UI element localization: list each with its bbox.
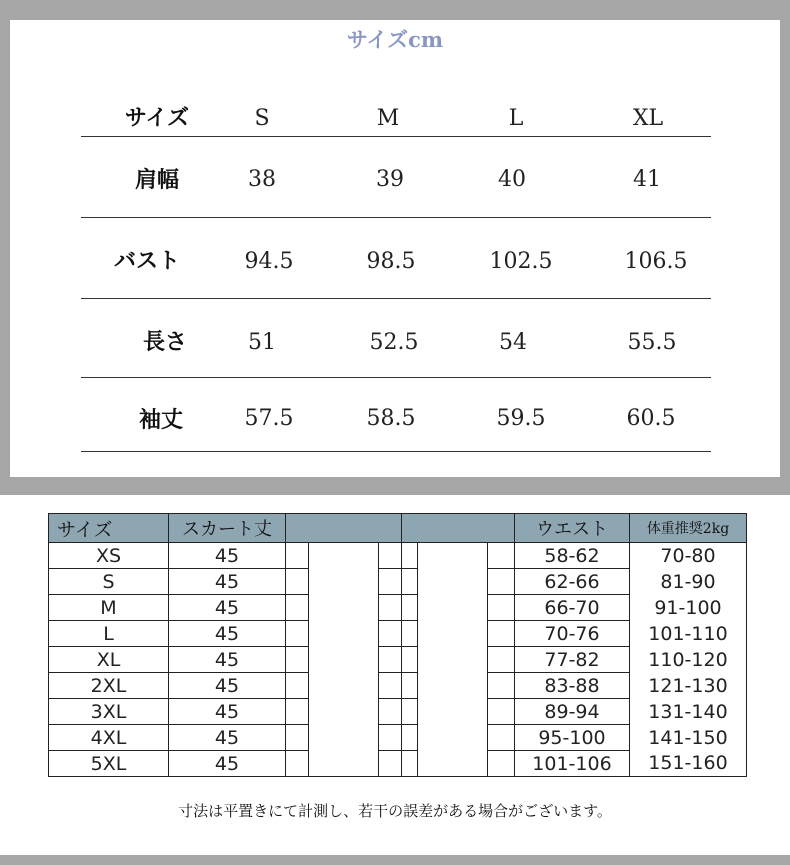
size-cell: 2XL xyxy=(49,673,169,699)
weight-cell: 91-100 xyxy=(630,595,747,621)
skirt-length-cell: 45 xyxy=(169,595,286,621)
blank-cell xyxy=(402,647,418,673)
cell-shoulder-s: 38 xyxy=(248,167,276,192)
blank-cell xyxy=(309,569,379,595)
table-row xyxy=(49,751,747,777)
blank-cell xyxy=(309,699,379,725)
blank-cell xyxy=(379,647,402,673)
size-cell: XL xyxy=(49,647,169,673)
cell-bust-m: 98.5 xyxy=(366,249,416,274)
blank-cell xyxy=(286,595,309,621)
size-header-l: L xyxy=(508,106,524,131)
blank-cell xyxy=(418,569,488,595)
bottom-size-chart xyxy=(0,495,790,855)
row-divider xyxy=(81,298,711,299)
header-skirt-length: スカート丈 xyxy=(169,514,286,543)
waist-cell: 66-70 xyxy=(515,595,630,621)
waist-cell: 89-94 xyxy=(515,699,630,725)
blank-cell xyxy=(488,699,515,725)
weight-cell: 101-110 xyxy=(630,621,747,647)
size-cell: L xyxy=(49,621,169,647)
row-divider xyxy=(81,136,711,137)
blank-cell xyxy=(379,595,402,621)
blank-cell xyxy=(286,673,309,699)
cell-length-xl: 55.5 xyxy=(627,330,677,355)
blank-cell xyxy=(402,699,418,725)
skirt-length-cell: 45 xyxy=(169,621,286,647)
blank-cell xyxy=(286,543,309,569)
blank-cell xyxy=(286,621,309,647)
table-row xyxy=(49,725,747,751)
blank-cell xyxy=(418,725,488,751)
blank-cell xyxy=(379,569,402,595)
skirt-length-cell: 45 xyxy=(169,569,286,595)
cell-shoulder-xl: 41 xyxy=(633,167,661,192)
cell-shoulder-l: 40 xyxy=(498,167,526,192)
weight-cell: 131-140 xyxy=(630,699,747,725)
header-size: サイズ xyxy=(49,514,169,543)
cell-sleeve-xl: 60.5 xyxy=(626,406,676,431)
size-header-xl: XL xyxy=(632,106,664,131)
cell-length-s: 51 xyxy=(248,330,276,355)
size-header-s: S xyxy=(254,106,270,131)
row-label-length: 長さ xyxy=(142,329,187,355)
blank-cell xyxy=(286,569,309,595)
table-row xyxy=(49,673,747,699)
cell-bust-s: 94.5 xyxy=(244,249,294,274)
blank-cell xyxy=(402,569,418,595)
skirt-length-cell: 45 xyxy=(169,647,286,673)
blank-cell xyxy=(286,647,309,673)
cell-sleeve-l: 59.5 xyxy=(496,406,546,431)
cell-bust-xl: 106.5 xyxy=(624,249,688,274)
header-waist: ウエスト xyxy=(515,514,630,543)
blank-cell xyxy=(309,595,379,621)
blank-cell xyxy=(418,647,488,673)
blank-cell xyxy=(488,621,515,647)
chart-title: サイズcm xyxy=(346,27,444,52)
blank-cell xyxy=(379,673,402,699)
weight-cell: 70-80 xyxy=(630,543,747,569)
table-row xyxy=(49,569,747,595)
blank-cell xyxy=(402,621,418,647)
table-row xyxy=(49,699,747,725)
table-row xyxy=(49,595,747,621)
table-row xyxy=(49,647,747,673)
blank-cell xyxy=(488,751,515,777)
blank-cell xyxy=(379,725,402,751)
table-row xyxy=(49,543,747,569)
cell-sleeve-s: 57.5 xyxy=(244,406,294,431)
waist-cell: 77-82 xyxy=(515,647,630,673)
blank-cell xyxy=(488,543,515,569)
waist-cell: 70-76 xyxy=(515,621,630,647)
skirt-length-cell: 45 xyxy=(169,673,286,699)
row-label-shoulder: 肩幅 xyxy=(134,167,179,193)
size-cell: S xyxy=(49,569,169,595)
blank-cell xyxy=(402,673,418,699)
size-cell: 5XL xyxy=(49,751,169,777)
waist-cell: 101-106 xyxy=(515,751,630,777)
blank-cell xyxy=(309,673,379,699)
blank-cell xyxy=(488,725,515,751)
blank-cell xyxy=(309,751,379,777)
row-label-sleeve: 袖丈 xyxy=(138,407,183,433)
skirt-length-cell: 45 xyxy=(169,699,286,725)
blank-cell xyxy=(379,621,402,647)
cell-shoulder-m: 39 xyxy=(376,167,404,192)
blank-cell xyxy=(309,621,379,647)
cell-length-m: 52.5 xyxy=(369,330,419,355)
weight-cell: 110-120 xyxy=(630,647,747,673)
blank-cell xyxy=(418,699,488,725)
blank-cell xyxy=(309,543,379,569)
blank-cell xyxy=(379,751,402,777)
row-label-bust: バスト xyxy=(113,248,180,274)
blank-cell xyxy=(379,699,402,725)
weight-cell: 121-130 xyxy=(630,673,747,699)
row-divider xyxy=(81,217,711,218)
header-blank xyxy=(402,514,515,543)
header-row xyxy=(49,514,747,543)
skirt-size-table xyxy=(48,513,747,777)
blank-cell xyxy=(402,751,418,777)
waist-cell: 83-88 xyxy=(515,673,630,699)
blank-cell xyxy=(402,543,418,569)
measurement-note: 寸法は平置きにて計測し、若干の誤差がある場合がございます。 xyxy=(178,802,612,820)
weight-cell: 141-150 xyxy=(630,725,747,751)
waist-cell: 58-62 xyxy=(515,543,630,569)
header-label: サイズ xyxy=(124,105,190,131)
size-cell: 3XL xyxy=(49,699,169,725)
blank-cell xyxy=(286,699,309,725)
weight-cell: 151-160 xyxy=(630,751,747,777)
blank-cell xyxy=(418,543,488,569)
blank-cell xyxy=(402,725,418,751)
blank-cell xyxy=(418,673,488,699)
weight-cell: 81-90 xyxy=(630,569,747,595)
blank-cell xyxy=(309,725,379,751)
size-cell: XS xyxy=(49,543,169,569)
skirt-length-cell: 45 xyxy=(169,543,286,569)
header-weight: 体重推奨2kg xyxy=(630,514,747,543)
cell-bust-l: 102.5 xyxy=(489,249,553,274)
cell-length-l: 54 xyxy=(499,330,527,355)
blank-cell xyxy=(488,595,515,621)
blank-cell xyxy=(309,647,379,673)
skirt-length-cell: 45 xyxy=(169,751,286,777)
size-cell: M xyxy=(49,595,169,621)
blank-cell xyxy=(488,569,515,595)
skirt-length-cell: 45 xyxy=(169,725,286,751)
header-blank xyxy=(286,514,402,543)
blank-cell xyxy=(418,751,488,777)
table-row xyxy=(49,621,747,647)
size-cell: 4XL xyxy=(49,725,169,751)
cell-sleeve-m: 58.5 xyxy=(366,406,416,431)
blank-cell xyxy=(402,595,418,621)
blank-cell xyxy=(488,673,515,699)
blank-cell xyxy=(379,543,402,569)
waist-cell: 95-100 xyxy=(515,725,630,751)
blank-cell xyxy=(286,751,309,777)
row-divider xyxy=(81,377,711,378)
waist-cell: 62-66 xyxy=(515,569,630,595)
size-header-m: M xyxy=(376,106,400,131)
blank-cell xyxy=(286,725,309,751)
blank-cell xyxy=(418,595,488,621)
blank-cell xyxy=(418,621,488,647)
blank-cell xyxy=(488,647,515,673)
top-size-chart xyxy=(10,20,780,477)
row-divider xyxy=(81,451,711,452)
